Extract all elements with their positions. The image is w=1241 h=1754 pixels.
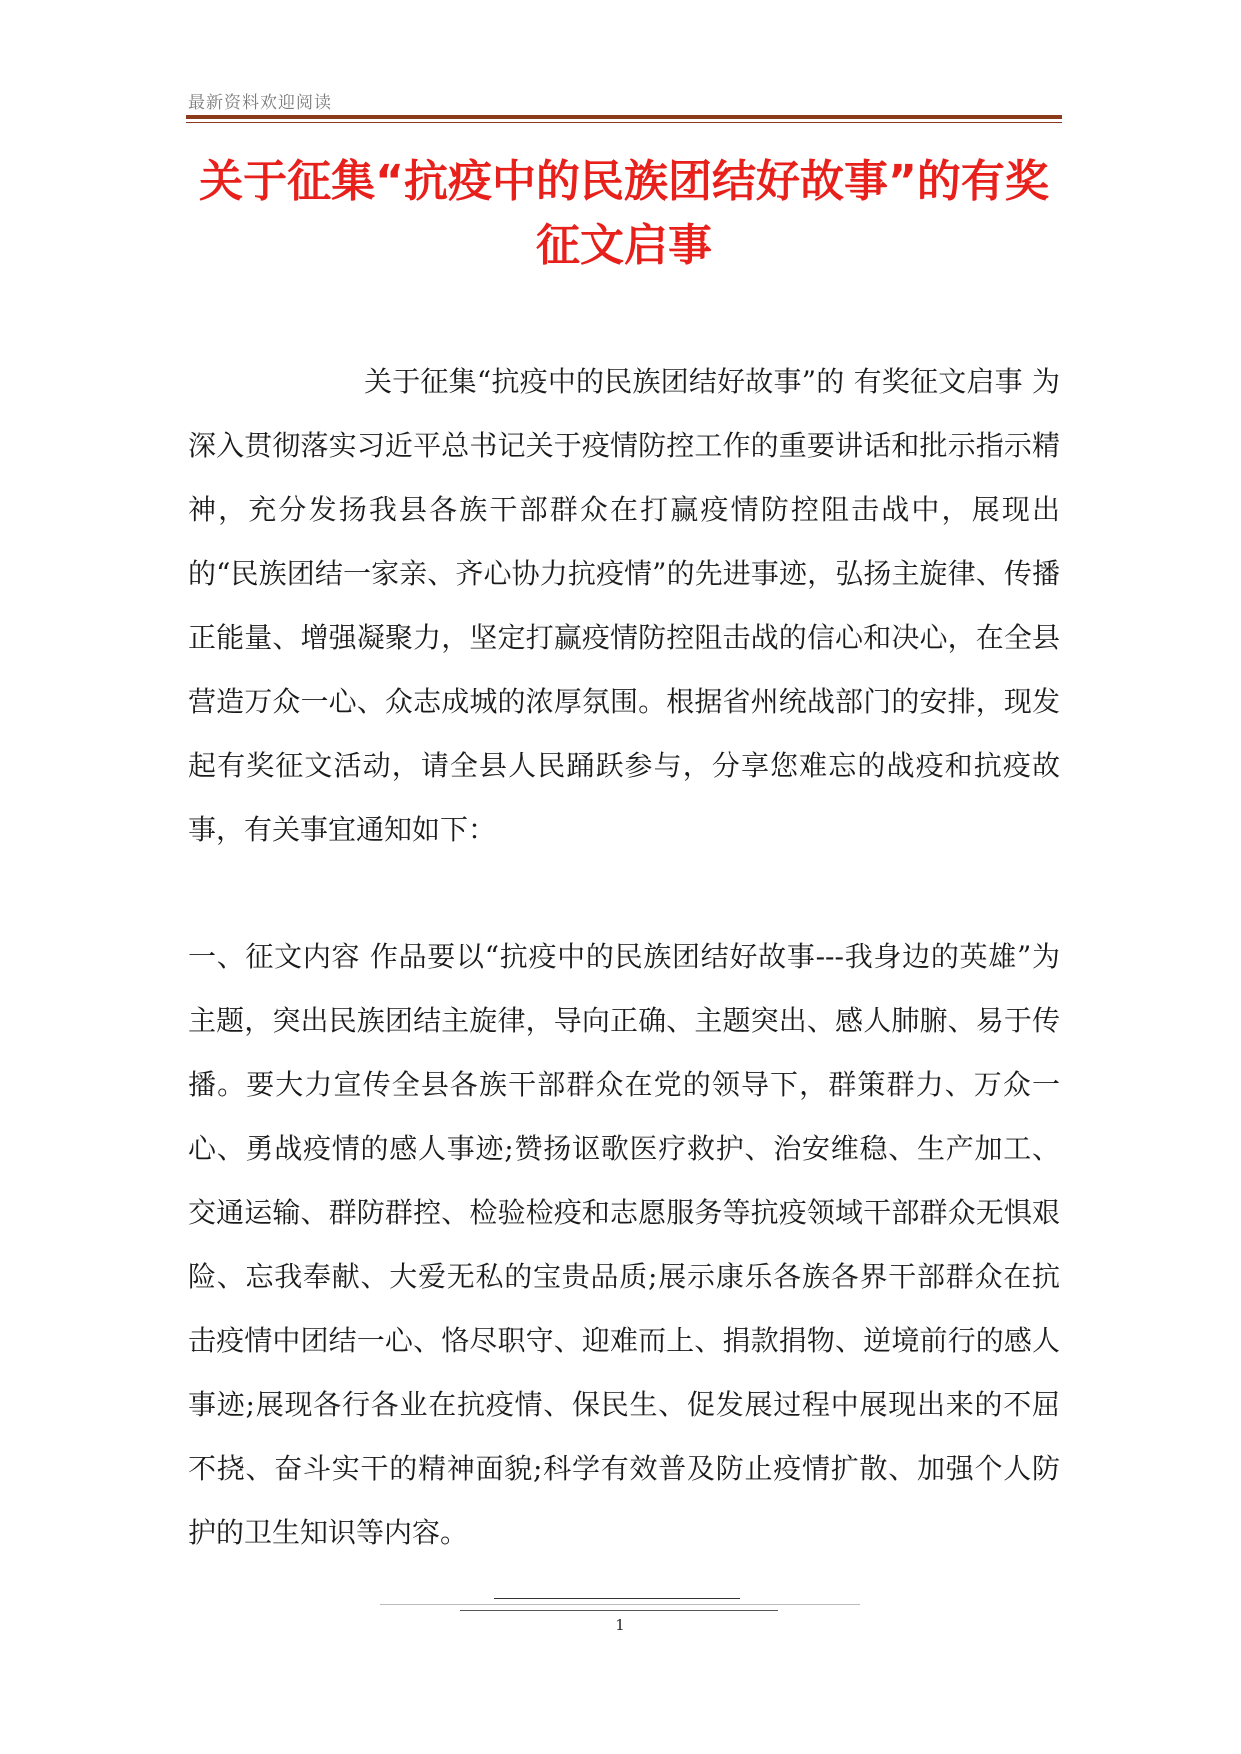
running-header: 最新资料欢迎阅读	[188, 93, 332, 113]
header-rule-thin	[186, 122, 1062, 123]
footer-rule-top	[494, 1598, 740, 1599]
document-title: 关于征集“抗疫中的民族团结好故事”的有奖征文启事	[199, 156, 1049, 271]
body-paragraph-content: 一、征文内容 作品要以“抗疫中的民族团结好故事---我身边的英雄”为主题，突出民族团结主旋律，导向正确、主题突出、感人肺腑、易于传播。要大力宣传全县各族干部群众在党的领导下，群策群力、万众一心、勇战疫情的感人事迹;赞扬讴歌医疗救护、治安维稳、生产加工、交通运输、群防群控、检验检疫和志愿服务等抗疫领域干部群众无惧艰险、忘我奉献、大爱无私的宝贵品质;展示康乐各族各界干部群众在抗击疫情中团结一心、恪尽职守、迎难而上、捐款捐物、逆境前行的感人事迹;展现各行各业在抗疫情、保民生、促发展过程中展现出来的不屈不挠、奋斗实干的精神面貌;科学有效普及防止疫情扩散、加强个人防护的卫生知识等内容。	[188, 940, 1060, 1549]
footer-rule-bottom	[460, 1610, 778, 1611]
page-number: 1	[615, 1616, 625, 1634]
body-paragraph-intro: 关于征集“抗疫中的民族团结好故事”的 有奖征文启事 为深入贯彻落实习近平总书记关于疫情防控工作的重要讲话和批示指示精神，充分发扬我县各族干部群众在打赢疫情防控阻击战中，展现出的“民族团结一家亲、齐心协力抗疫情”的先进事迹，弘扬主旋律、传播正能量、增强凝聚力，坚定打赢疫情防控阻击战的信心和决心，在全县营造万众一心、众志成城的浓厚氛围。根据省州统战部门的安排，现发起有奖征文活动，请全县人民踊跃参与，分享您难忘的战疫和抗疫故事，有关事宜通知如下：	[188, 365, 1060, 846]
footer-rule-middle	[380, 1604, 860, 1605]
header-rule-thick	[186, 115, 1062, 119]
